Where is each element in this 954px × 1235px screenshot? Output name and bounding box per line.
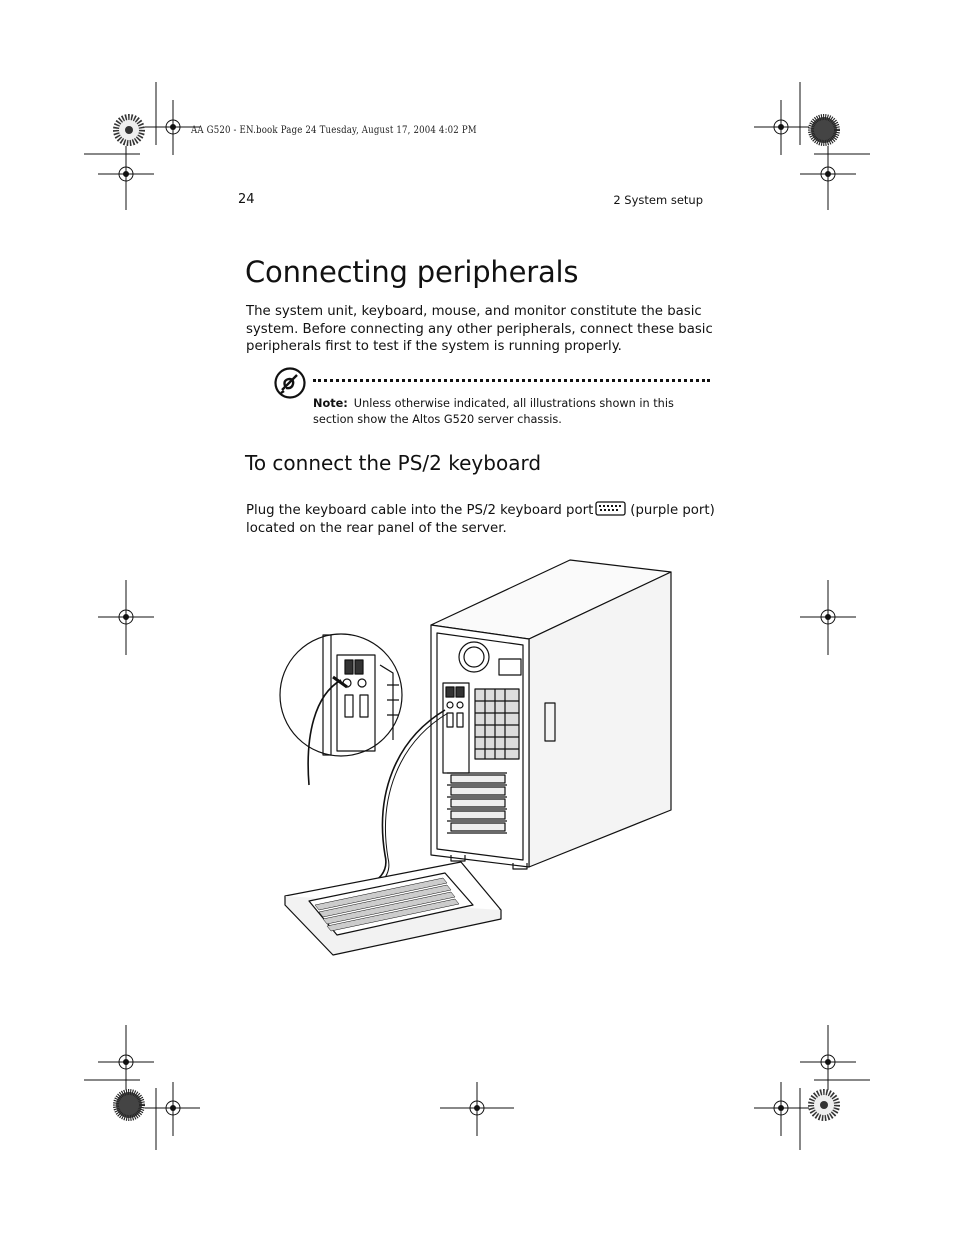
note-body: Unless otherwise indicated, all illustrations shown in this section show the Altos G520 server chassis.: [313, 397, 674, 426]
instruction-text-start: Plug the keyboard cable into the PS/2 keyboard port: [246, 503, 594, 518]
keyboard-port-icon: [595, 501, 626, 516]
instruction-text-end: (purple port) located on the rear panel of the server.: [246, 503, 715, 536]
server-keyboard-illustration: [275, 555, 685, 965]
running-head: 2 System setup: [613, 193, 703, 207]
page-title: Connecting peripherals: [245, 255, 579, 289]
note-divider: [313, 379, 710, 382]
note-icon: [273, 366, 307, 400]
page-number: 24: [238, 192, 255, 207]
note-label: Note:: [313, 397, 348, 410]
print-slug: AA G520 - EN.book Page 24 Tuesday, August 17, 2004 4:02 PM: [191, 125, 477, 136]
note-text: [313, 396, 713, 428]
subsection-title: To connect the PS/2 keyboard: [245, 451, 542, 475]
intro-paragraph: The system unit, keyboard, mouse, and monitor constitute the basic system. Before connecting any other peripherals, connect these basic peripherals first to test if the system is running properly.: [246, 304, 713, 355]
instruction-paragraph: [246, 501, 716, 537]
